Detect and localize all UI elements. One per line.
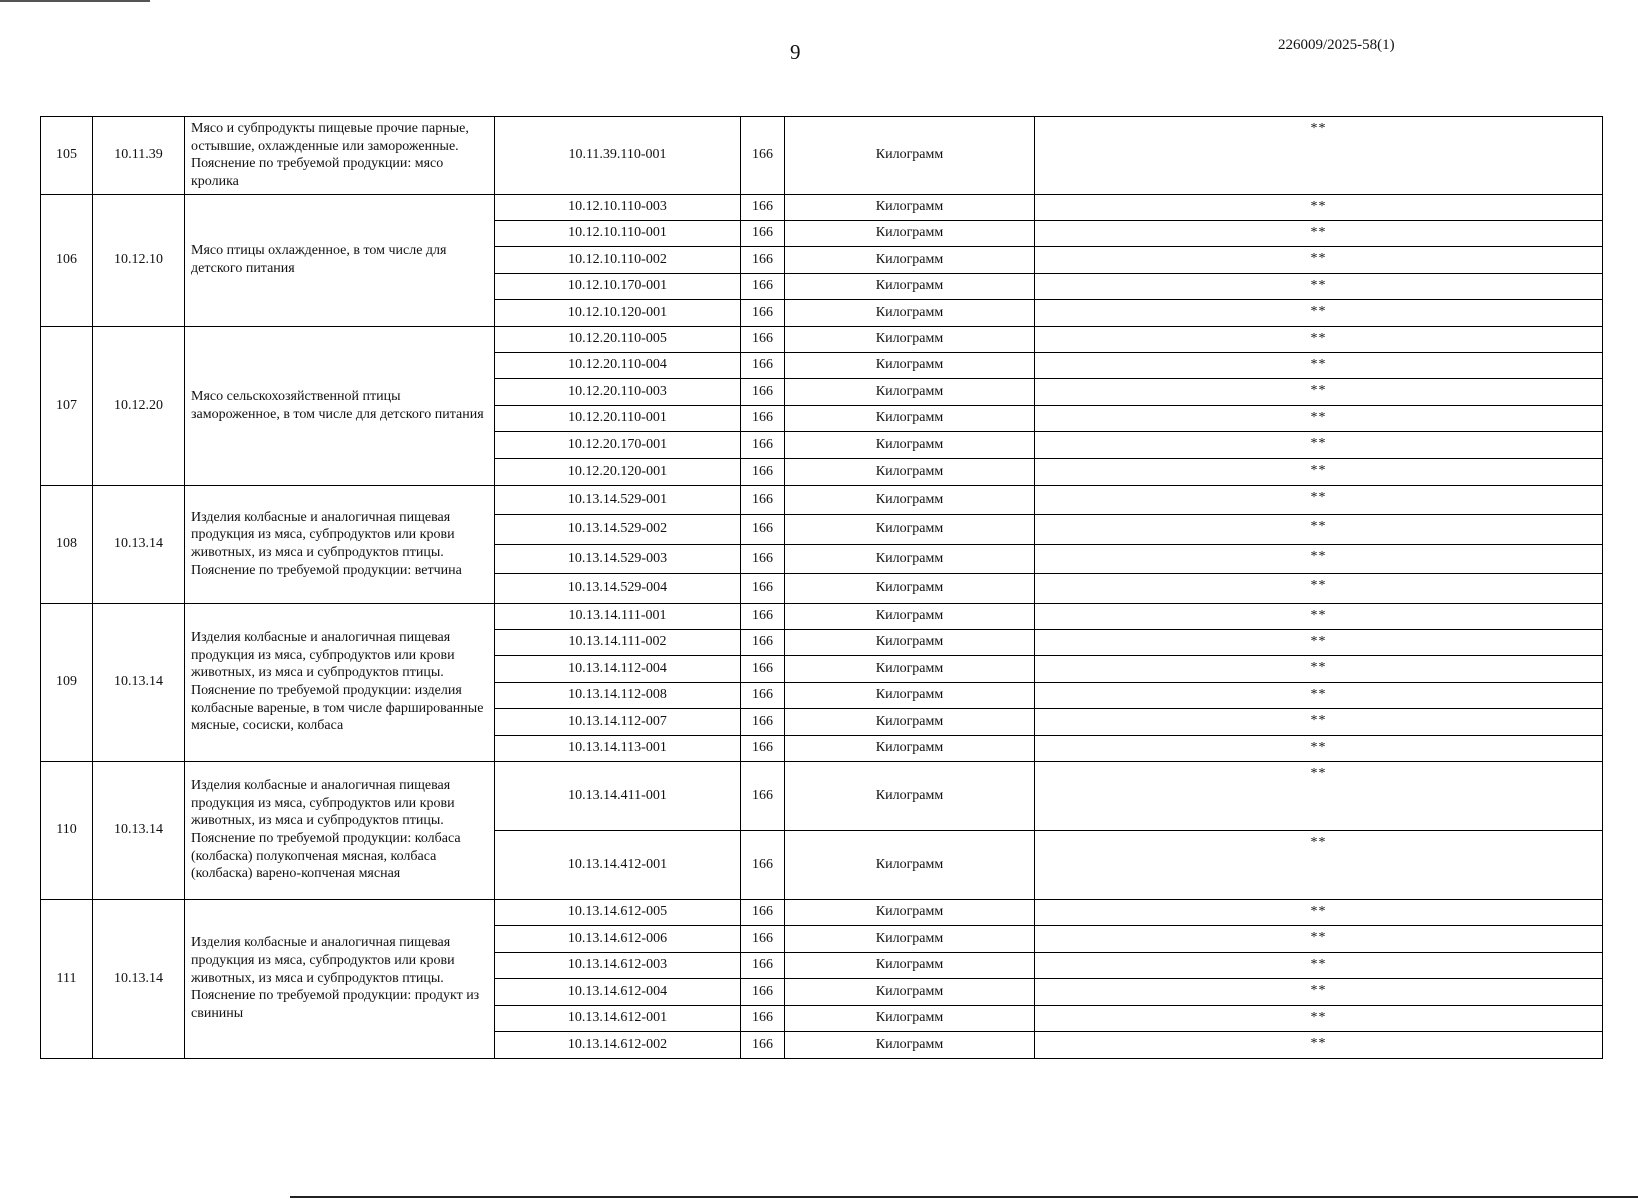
- ktru-code: 10.13.14.113-001: [495, 735, 741, 761]
- ktru-code: 10.12.20.120-001: [495, 458, 741, 485]
- ktru-code: 10.13.14.111-001: [495, 603, 741, 629]
- ktru-code: 10.12.20.110-001: [495, 405, 741, 431]
- ktru-code: 10.12.10.170-001: [495, 273, 741, 299]
- unit-name: Килограмм: [785, 117, 1035, 195]
- requirement: **: [1035, 299, 1603, 326]
- table-row: [41, 326, 1603, 352]
- requirement: **: [1035, 682, 1603, 708]
- row-number: 105: [41, 117, 93, 195]
- ktru-code: 10.13.14.112-004: [495, 655, 741, 682]
- ktru-code: 10.12.20.110-005: [495, 326, 741, 352]
- requirement: **: [1035, 352, 1603, 378]
- okei-code: 166: [741, 708, 785, 735]
- unit-name: Килограмм: [785, 655, 1035, 682]
- requirement: **: [1035, 485, 1603, 514]
- table-body: [41, 117, 1603, 1059]
- okei-code: 166: [741, 378, 785, 405]
- requirement: **: [1035, 220, 1603, 246]
- requirement: **: [1035, 899, 1603, 925]
- table-row: [41, 899, 1603, 925]
- requirement: **: [1035, 830, 1603, 899]
- unit-name: Килограмм: [785, 629, 1035, 655]
- okpd-code: 10.13.14: [93, 899, 185, 1058]
- document-number: 226009/2025-58(1): [1278, 37, 1395, 53]
- ktru-code: 10.13.14.529-004: [495, 573, 741, 603]
- requirement: **: [1035, 629, 1603, 655]
- product-name: Мясо и субпродукты пищевые прочие парные, остывшие, охлажденные или замороженные. Пояснение по требуемой продукции: мясо кролика: [185, 117, 495, 195]
- okei-code: 166: [741, 194, 785, 220]
- okei-code: 166: [741, 629, 785, 655]
- okei-code: 166: [741, 117, 785, 195]
- requirement: **: [1035, 431, 1603, 458]
- requirement: **: [1035, 761, 1603, 830]
- table-row: [41, 485, 1603, 514]
- ktru-code: 10.12.10.110-003: [495, 194, 741, 220]
- page-number: 9: [790, 40, 801, 64]
- ktru-code: 10.13.14.612-005: [495, 899, 741, 925]
- requirement: **: [1035, 544, 1603, 573]
- row-number: 110: [41, 761, 93, 899]
- top-rule: [0, 0, 150, 2]
- requirement: **: [1035, 708, 1603, 735]
- okei-code: 166: [741, 573, 785, 603]
- row-number: 109: [41, 603, 93, 761]
- ktru-code: 10.12.20.110-004: [495, 352, 741, 378]
- unit-name: Килограмм: [785, 378, 1035, 405]
- okei-code: 166: [741, 352, 785, 378]
- okei-code: 166: [741, 299, 785, 326]
- requirement: **: [1035, 735, 1603, 761]
- unit-name: Килограмм: [785, 405, 1035, 431]
- unit-name: Килограмм: [785, 514, 1035, 544]
- requirement: **: [1035, 246, 1603, 273]
- ktru-code: 10.12.20.170-001: [495, 431, 741, 458]
- product-name: Изделия колбасные и аналогичная пищевая продукция из мяса, субпродуктов или крови животных, из мяса и субпродуктов птицы. Пояснение по требуемой продукции: колбаса (колбаска) полукопченая мясная, колбаса (колбаска) варено-копченая мясная: [185, 761, 495, 899]
- unit-name: Килограмм: [785, 952, 1035, 978]
- ktru-code: 10.13.14.612-001: [495, 1005, 741, 1031]
- okpd-code: 10.12.10: [93, 194, 185, 326]
- ktru-code: 10.13.14.612-006: [495, 925, 741, 952]
- requirement: **: [1035, 603, 1603, 629]
- okei-code: 166: [741, 899, 785, 925]
- unit-name: Килограмм: [785, 352, 1035, 378]
- ktru-code: 10.12.20.110-003: [495, 378, 741, 405]
- unit-name: Килограмм: [785, 326, 1035, 352]
- okpd-code: 10.13.14: [93, 485, 185, 603]
- unit-name: Килограмм: [785, 1005, 1035, 1031]
- product-name: Изделия колбасные и аналогичная пищевая продукция из мяса, субпродуктов или крови животных, из мяса и субпродуктов птицы. Пояснение по требуемой продукции: продукт из свинины: [185, 899, 495, 1058]
- unit-name: Килограмм: [785, 544, 1035, 573]
- unit-name: Килограмм: [785, 431, 1035, 458]
- ktru-code: 10.13.14.612-003: [495, 952, 741, 978]
- ktru-code: 10.13.14.529-001: [495, 485, 741, 514]
- ktru-code: 10.11.39.110-001: [495, 117, 741, 195]
- table-row: [41, 194, 1603, 220]
- requirement: **: [1035, 273, 1603, 299]
- unit-name: Килограмм: [785, 735, 1035, 761]
- unit-name: Килограмм: [785, 220, 1035, 246]
- requirement: **: [1035, 458, 1603, 485]
- row-number: 107: [41, 326, 93, 485]
- requirement: **: [1035, 514, 1603, 544]
- ktru-code: 10.13.14.111-002: [495, 629, 741, 655]
- row-number: 108: [41, 485, 93, 603]
- okei-code: 166: [741, 431, 785, 458]
- ktru-code: 10.13.14.529-002: [495, 514, 741, 544]
- ktru-code: 10.12.10.110-002: [495, 246, 741, 273]
- unit-name: Килограмм: [785, 458, 1035, 485]
- okei-code: 166: [741, 603, 785, 629]
- unit-name: Килограмм: [785, 603, 1035, 629]
- requirement: **: [1035, 1031, 1603, 1058]
- unit-name: Килограмм: [785, 830, 1035, 899]
- product-name: Изделия колбасные и аналогичная пищевая продукция из мяса, субпродуктов или крови животных, из мяса и субпродуктов птицы. Пояснение по требуемой продукции: ветчина: [185, 485, 495, 603]
- okei-code: 166: [741, 978, 785, 1005]
- unit-name: Килограмм: [785, 273, 1035, 299]
- ktru-code: 10.13.14.112-007: [495, 708, 741, 735]
- ktru-code: 10.13.14.411-001: [495, 761, 741, 830]
- okei-code: 166: [741, 220, 785, 246]
- requirement: **: [1035, 925, 1603, 952]
- unit-name: Килограмм: [785, 246, 1035, 273]
- okei-code: 166: [741, 1005, 785, 1031]
- okei-code: 166: [741, 458, 785, 485]
- requirement: **: [1035, 378, 1603, 405]
- requirement: **: [1035, 573, 1603, 603]
- table-row: [41, 117, 1603, 195]
- unit-name: Килограмм: [785, 925, 1035, 952]
- unit-name: Килограмм: [785, 299, 1035, 326]
- okpd-code: 10.11.39: [93, 117, 185, 195]
- okei-code: 166: [741, 326, 785, 352]
- table-row: [41, 761, 1603, 830]
- ktru-code: 10.13.14.112-008: [495, 682, 741, 708]
- okei-code: 166: [741, 246, 785, 273]
- okpd-code: 10.13.14: [93, 761, 185, 899]
- okei-code: 166: [741, 682, 785, 708]
- ktru-code: 10.13.14.612-002: [495, 1031, 741, 1058]
- unit-name: Килограмм: [785, 708, 1035, 735]
- unit-name: Килограмм: [785, 573, 1035, 603]
- unit-name: Килограмм: [785, 899, 1035, 925]
- row-number: 106: [41, 194, 93, 326]
- requirement: **: [1035, 117, 1603, 195]
- okei-code: 166: [741, 405, 785, 431]
- bottom-rule: [290, 1196, 1638, 1198]
- okpd-code: 10.12.20: [93, 326, 185, 485]
- unit-name: Килограмм: [785, 485, 1035, 514]
- okei-code: 166: [741, 735, 785, 761]
- requirement: **: [1035, 655, 1603, 682]
- product-name: Изделия колбасные и аналогичная пищевая продукция из мяса, субпродуктов или крови животных, из мяса и субпродуктов птицы. Пояснение по требуемой продукции: изделия колбасные вареные, в том числе фаршированные мясные, сосиски, колбаса: [185, 603, 495, 761]
- ktru-code: 10.13.14.612-004: [495, 978, 741, 1005]
- product-name: Мясо птицы охлажденное, в том числе для детского питания: [185, 194, 495, 326]
- ktru-code: 10.12.10.120-001: [495, 299, 741, 326]
- okei-code: 166: [741, 1031, 785, 1058]
- unit-name: Килограмм: [785, 194, 1035, 220]
- products-table: [40, 116, 1603, 1059]
- unit-name: Килограмм: [785, 682, 1035, 708]
- unit-name: Килограмм: [785, 978, 1035, 1005]
- ktru-code: 10.13.14.412-001: [495, 830, 741, 899]
- table-row: [41, 603, 1603, 629]
- requirement: **: [1035, 978, 1603, 1005]
- okei-code: 166: [741, 544, 785, 573]
- ktru-code: 10.13.14.529-003: [495, 544, 741, 573]
- unit-name: Килограмм: [785, 1031, 1035, 1058]
- requirement: **: [1035, 326, 1603, 352]
- okei-code: 166: [741, 485, 785, 514]
- requirement: **: [1035, 194, 1603, 220]
- row-number: 111: [41, 899, 93, 1058]
- requirement: **: [1035, 405, 1603, 431]
- unit-name: Килограмм: [785, 761, 1035, 830]
- okei-code: 166: [741, 273, 785, 299]
- okei-code: 166: [741, 830, 785, 899]
- okpd-code: 10.13.14: [93, 603, 185, 761]
- okei-code: 166: [741, 925, 785, 952]
- okei-code: 166: [741, 514, 785, 544]
- okei-code: 166: [741, 952, 785, 978]
- ktru-code: 10.12.10.110-001: [495, 220, 741, 246]
- okei-code: 166: [741, 655, 785, 682]
- product-name: Мясо сельскохозяйственной птицы замороженное, в том числе для детского питания: [185, 326, 495, 485]
- okei-code: 166: [741, 761, 785, 830]
- requirement: **: [1035, 952, 1603, 978]
- requirement: **: [1035, 1005, 1603, 1031]
